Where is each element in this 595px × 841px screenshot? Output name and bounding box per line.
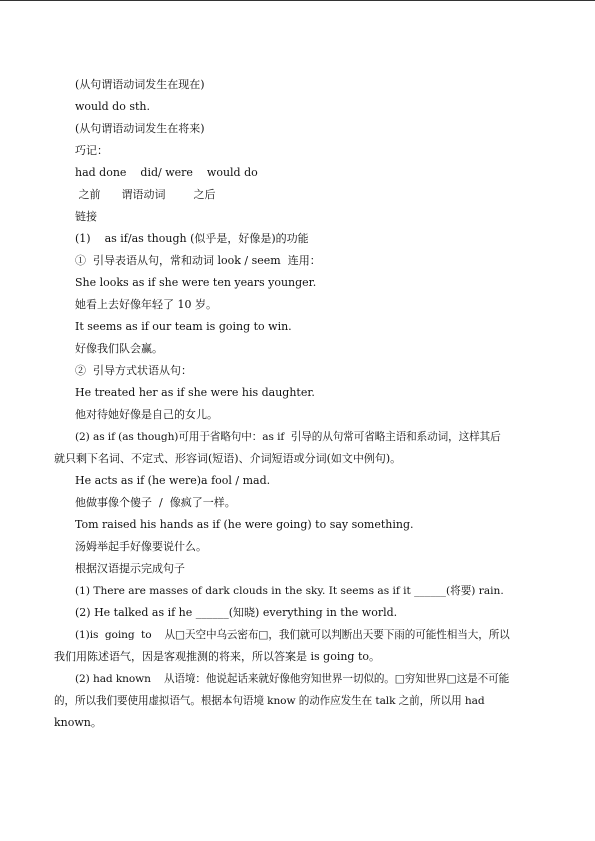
- text-line: would do sth.: [75, 100, 150, 113]
- text-line: 巧记：: [75, 144, 108, 157]
- text-line: ② 引导方式状语从句：: [75, 364, 192, 377]
- text-line: He treated her as if she were his daughter.: [75, 386, 315, 399]
- text-line: 她看上去好像年轻了 10 岁。: [75, 298, 217, 311]
- text-line: (1)is going to 从□天空中乌云密布□，我们就可以判断出天要下雨的可能性相当大，所以: [75, 629, 510, 641]
- text-line: 他做事像个傻子 / 像疯了一样。: [75, 496, 236, 509]
- text-line: 就只剩下名词、不定式、形容词(短语)、介词短语或分词(如文中例句)。: [54, 452, 402, 465]
- text-line: 我们用陈述语气，因是客观推测的将来，所以答案是 is going to。: [54, 650, 381, 663]
- text-line: She looks as if she were ten years younger.: [75, 276, 317, 289]
- text-line: 好像我们队会赢。: [75, 342, 163, 355]
- text-line: He acts as if (he were)a fool / mad.: [75, 474, 271, 487]
- text-line: (1) There are masses of dark clouds in the sky. It seems as if it ______(将要) rain.: [75, 585, 504, 597]
- text-line: 的，所以我们要使用虚拟语气。根据本句语境 know 的动作应发生在 talk 之前，所以用 had: [54, 695, 485, 707]
- text-line: (2) as if (as though)可用于省略句中：as if 引导的从句常可省略主语和系动词，这样其后: [75, 431, 501, 443]
- text-line: known。: [54, 716, 102, 729]
- text-line: (2) had known 从语境：他说起话来就好像他穷知世界一切似的。□穷知世界□这是不可能: [75, 673, 510, 685]
- text-line: 之前 谓语动词 之后: [75, 188, 216, 201]
- text-line: ① 引导表语从句，常和动词 look / seem 连用：: [75, 254, 321, 267]
- text-line: Tom raised his hands as if (he were going) to say something.: [75, 518, 414, 531]
- text-line: 汤姆举起手好像要说什么。: [75, 540, 207, 553]
- text-line: It seems as if our team is going to win.: [75, 320, 292, 333]
- text-line: (从句谓语动词发生在将来): [75, 122, 205, 135]
- text-line: had done did/ were would do: [75, 166, 258, 179]
- text-line: 他对待她好像是自己的女儿。: [75, 408, 218, 421]
- text-line: 根据汉语提示完成句子: [75, 562, 185, 575]
- text-line: (从句谓语动词发生在现在): [75, 78, 205, 91]
- text-line: (2) He talked as if he ______(知晓) everything in the world.: [75, 606, 398, 619]
- text-line: (1) as if/as though (似乎是，好像是)的功能: [75, 232, 309, 245]
- text-line: 链接: [75, 210, 97, 223]
